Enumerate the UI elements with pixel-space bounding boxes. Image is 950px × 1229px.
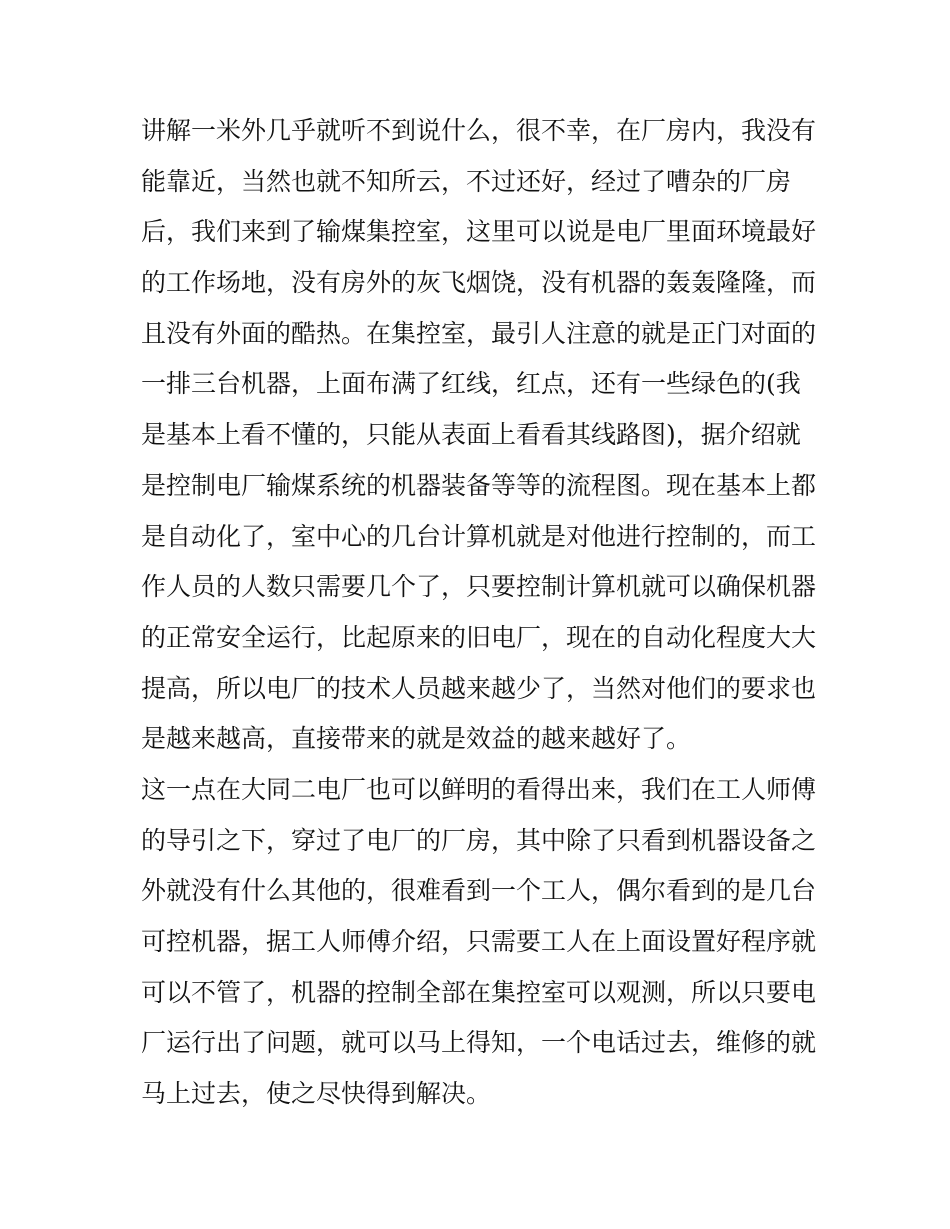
text-line: 马上过去，使之尽快得到解决。 [141,1079,492,1109]
text-line: 的正常安全运行，比起原来的旧电厂，现在的自动化程度大大 [141,622,817,652]
text-line: 是自动化了，室中心的几台计算机就是对他进行控制的，而工 [141,521,817,551]
text-line: 且没有外面的酷热。在集控室，最引人注意的就是正门对面的 [141,318,817,348]
text-line: 可以不管了，机器的控制全部在集控室可以观测，所以只要电 [141,977,817,1007]
text-line: 一排三台机器，上面布满了红线，红点，还有一些绿色的(我 [141,369,801,399]
text-line: 厂运行出了问题，就可以马上得知，一个电话过去，维修的就 [141,1028,817,1058]
text-line: 后，我们来到了输煤集控室，这里可以说是电厂里面环境最好 [141,217,817,247]
text-line: 作人员的人数只需要几个了，只要控制计算机就可以确保机器 [141,572,817,602]
text-line: 外就没有什么其他的，很难看到一个工人，偶尔看到的是几台 [141,876,817,906]
text-line: 讲解一米外几乎就听不到说什么，很不幸，在厂房内，我没有 [141,116,817,145]
text-line: 是越来越高，直接带来的就是效益的越来越好了。 [141,724,692,754]
text-line: 可控机器，据工人师傅介绍，只需要工人在上面设置好程序就 [141,927,817,956]
body-text [141,106,821,1120]
text-line: 的工作场地，没有房外的灰飞烟饶，没有机器的轰轰隆隆，而 [141,268,817,298]
text-line: 能靠近，当然也就不知所云，不过还好，经过了嘈杂的厂房 [141,166,792,196]
text-line: 是控制电厂输煤系统的机器装备等等的流程图。现在基本上都 [141,470,817,500]
text-line: 是基本上看不懂的，只能从表面上看看其线路图)，据介绍就 [141,420,801,450]
text-line: 的导引之下，穿过了电厂的厂房，其中除了只看到机器设备之 [141,825,817,855]
text-line: 提高，所以电厂的技术人员越来越少了，当然对他们的要求也 [141,673,817,703]
text-line: 这一点在大同二电厂也可以鲜明的看得出来，我们在工人师傅 [141,774,817,804]
